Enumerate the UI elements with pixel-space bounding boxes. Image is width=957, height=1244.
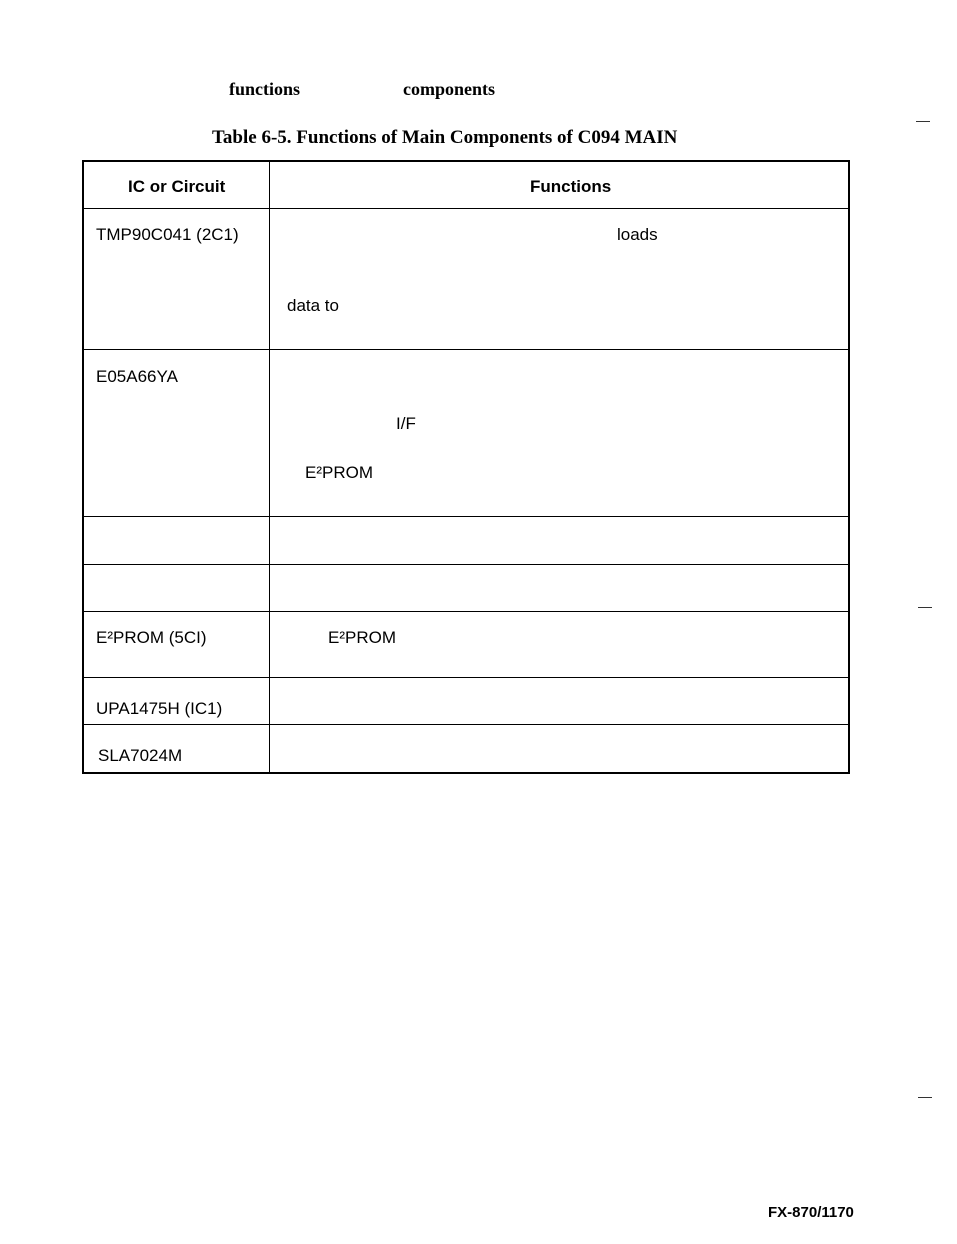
row-divider [84,208,848,209]
table-caption: Table 6-5. Functions of Main Components of C094 MAIN [212,127,678,148]
row-1-fragment-data-to: data to [287,296,339,315]
row-divider [84,564,848,565]
margin-mark [918,607,932,608]
row-5-fragment-eeprom: E²PROM [328,628,396,647]
header-ic-or-circuit: IC or Circuit [128,177,226,196]
row-divider [84,516,848,517]
margin-mark [916,121,930,122]
row-2-fragment-eeprom: E²PROM [305,463,373,482]
row-divider [84,611,848,612]
row-5-component: E²PROM (5CI) [96,628,207,647]
header-functions: Functions [530,177,612,196]
row-divider [84,677,848,678]
row-2-component: E05A66YA [96,367,178,386]
row-7-component: SLA7024M [98,746,183,765]
row-1-component: TMP90C041 (2C1) [96,225,239,244]
row-divider [84,724,848,725]
margin-mark [918,1097,932,1098]
row-6-component: UPA1475H (IC1) [96,699,223,718]
intro-word-functions: functions [229,79,301,99]
row-divider [84,349,848,350]
row-2-fragment-if: I/F [396,414,416,433]
components-table [82,160,850,774]
intro-word-components: components [403,79,496,99]
row-1-fragment-loads: loads [617,225,658,244]
column-divider [269,162,270,772]
page-footer-model: FX-870/1170 [768,1204,854,1221]
